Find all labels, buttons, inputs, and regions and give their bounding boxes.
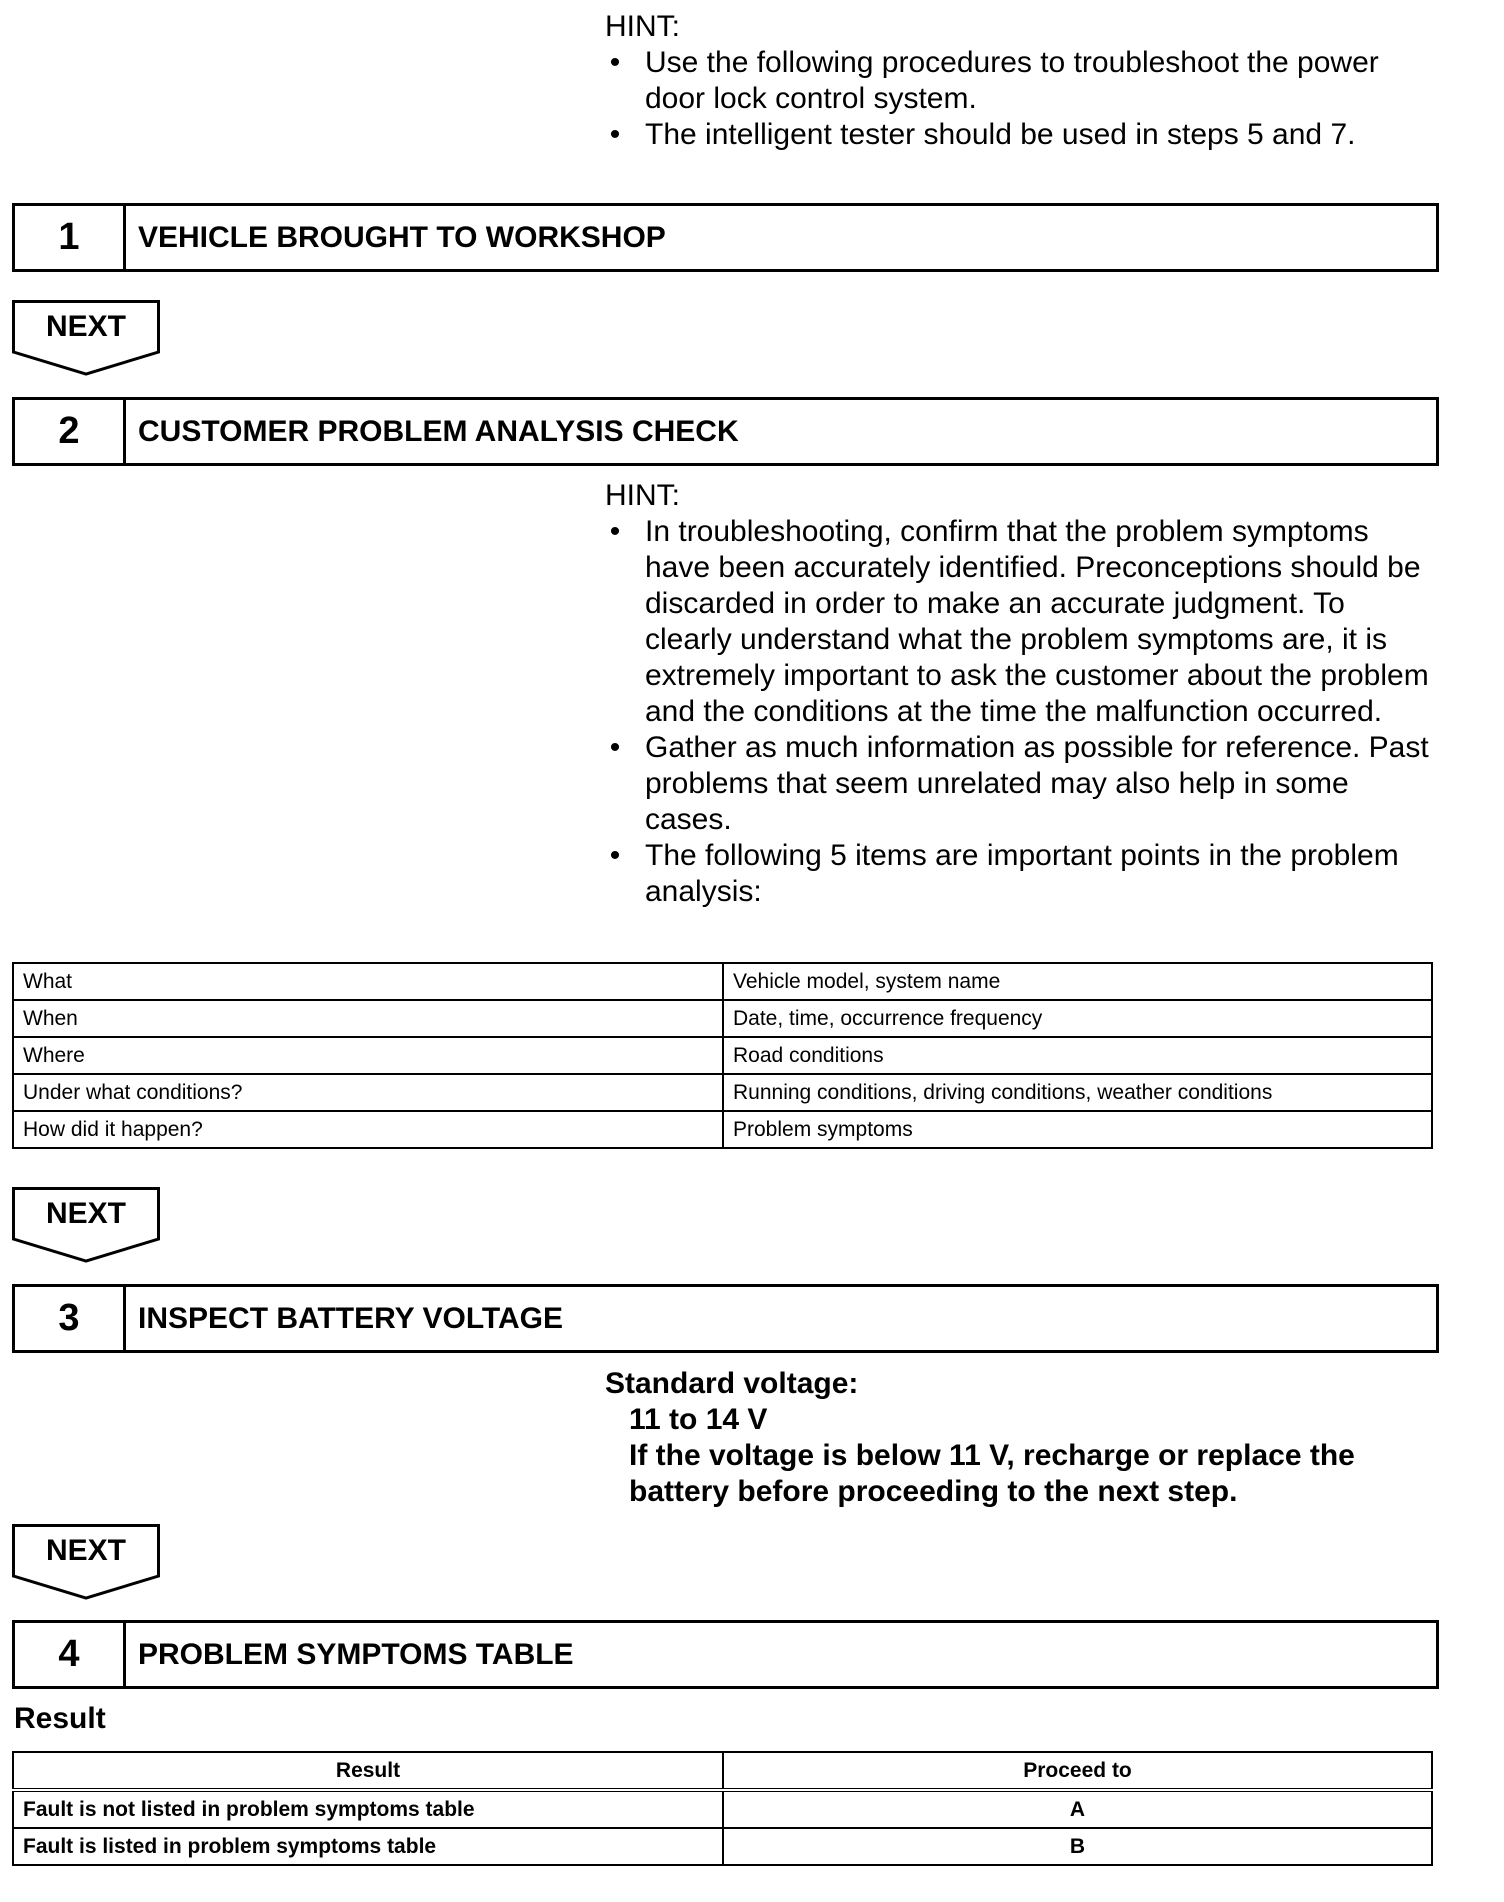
voltage-value: 11 to 14 V: [629, 1403, 768, 1436]
bullet: •: [609, 515, 621, 548]
step-number: 3: [15, 1287, 126, 1350]
hint-block-1: [605, 9, 1435, 153]
step-3-header: [12, 1284, 1439, 1353]
table-header: Result: [13, 1752, 723, 1790]
table-row: [13, 1790, 1432, 1828]
hint-item: • The following 5 items are important points in the problem analysis:: [605, 838, 1435, 910]
bullet: •: [609, 46, 621, 79]
table-cell: Fault is listed in problem symptoms table: [13, 1828, 723, 1865]
bullet: •: [609, 839, 621, 872]
hint-title: HINT:: [605, 479, 680, 512]
hint-title: HINT:: [605, 10, 680, 43]
next-button[interactable]: [12, 1187, 160, 1265]
table-row: [13, 1000, 1432, 1037]
standard-voltage: [605, 1366, 1435, 1510]
table-header: Proceed to: [723, 1752, 1432, 1790]
hint-item: • Use the following procedures to troubleshoot the power door lock control system.: [605, 45, 1435, 117]
table-cell: Road conditions: [723, 1037, 1432, 1074]
next-button[interactable]: [12, 300, 160, 378]
step-number: 2: [15, 400, 126, 463]
step-title: VEHICLE BROUGHT TO WORKSHOP: [138, 220, 666, 254]
table-header-row: [13, 1752, 1432, 1790]
result-table: [12, 1751, 1433, 1866]
next-label: NEXT: [45, 1197, 126, 1230]
hint-item: • The intelligent tester should be used in steps 5 and 7.: [605, 117, 1435, 153]
table-cell: Fault is not listed in problem symptoms table: [13, 1790, 723, 1828]
table-cell: Under what conditions?: [13, 1074, 723, 1111]
table-cell: B: [723, 1828, 1432, 1865]
table-row: [13, 1037, 1432, 1074]
hint-item: • In troubleshooting, confirm that the problem symptoms have been accurately identified. Preconceptions should be discarded in order to make an accurate judgment. To clearly understand what the problem symptoms are, it is extremely important to ask the customer about the problem and the conditions at the time the malfunction occurred.: [605, 514, 1435, 730]
bullet: •: [609, 118, 621, 151]
table-row: [13, 963, 1432, 1000]
step-4-header: [12, 1620, 1439, 1689]
voltage-note: If the voltage is below 11 V, recharge or replace the battery before proceeding to the next step.: [629, 1439, 1355, 1508]
step-title: PROBLEM SYMPTOMS TABLE: [138, 1637, 574, 1671]
table-cell: What: [13, 963, 723, 1000]
next-label: NEXT: [45, 310, 126, 343]
hint-item: • Gather as much information as possible for reference. Past problems that seem unrelated may also help in some cases.: [605, 730, 1435, 838]
table-cell: Problem symptoms: [723, 1111, 1432, 1148]
step-2-header: [12, 397, 1439, 466]
step-title: INSPECT BATTERY VOLTAGE: [138, 1301, 564, 1335]
table-cell: A: [723, 1790, 1432, 1828]
step-1-header: [12, 203, 1439, 272]
table-cell: Running conditions, driving conditions, weather conditions: [723, 1074, 1432, 1111]
table-cell: How did it happen?: [13, 1111, 723, 1148]
table-cell: Vehicle model, system name: [723, 963, 1432, 1000]
step-title: CUSTOMER PROBLEM ANALYSIS CHECK: [138, 414, 739, 448]
step-number: 4: [15, 1623, 126, 1686]
hint-block-2: [605, 478, 1435, 910]
table-cell: Date, time, occurrence frequency: [723, 1000, 1432, 1037]
table-row: [13, 1828, 1432, 1865]
next-button[interactable]: [12, 1524, 160, 1602]
table-row: [13, 1074, 1432, 1111]
analysis-table: [12, 962, 1433, 1149]
next-label: NEXT: [45, 1534, 126, 1567]
table-row: [13, 1111, 1432, 1148]
result-heading: Result: [14, 1702, 106, 1735]
bullet: •: [609, 731, 621, 764]
step-number: 1: [15, 206, 126, 269]
table-cell: When: [13, 1000, 723, 1037]
table-cell: Where: [13, 1037, 723, 1074]
voltage-label: Standard voltage:: [605, 1367, 859, 1400]
